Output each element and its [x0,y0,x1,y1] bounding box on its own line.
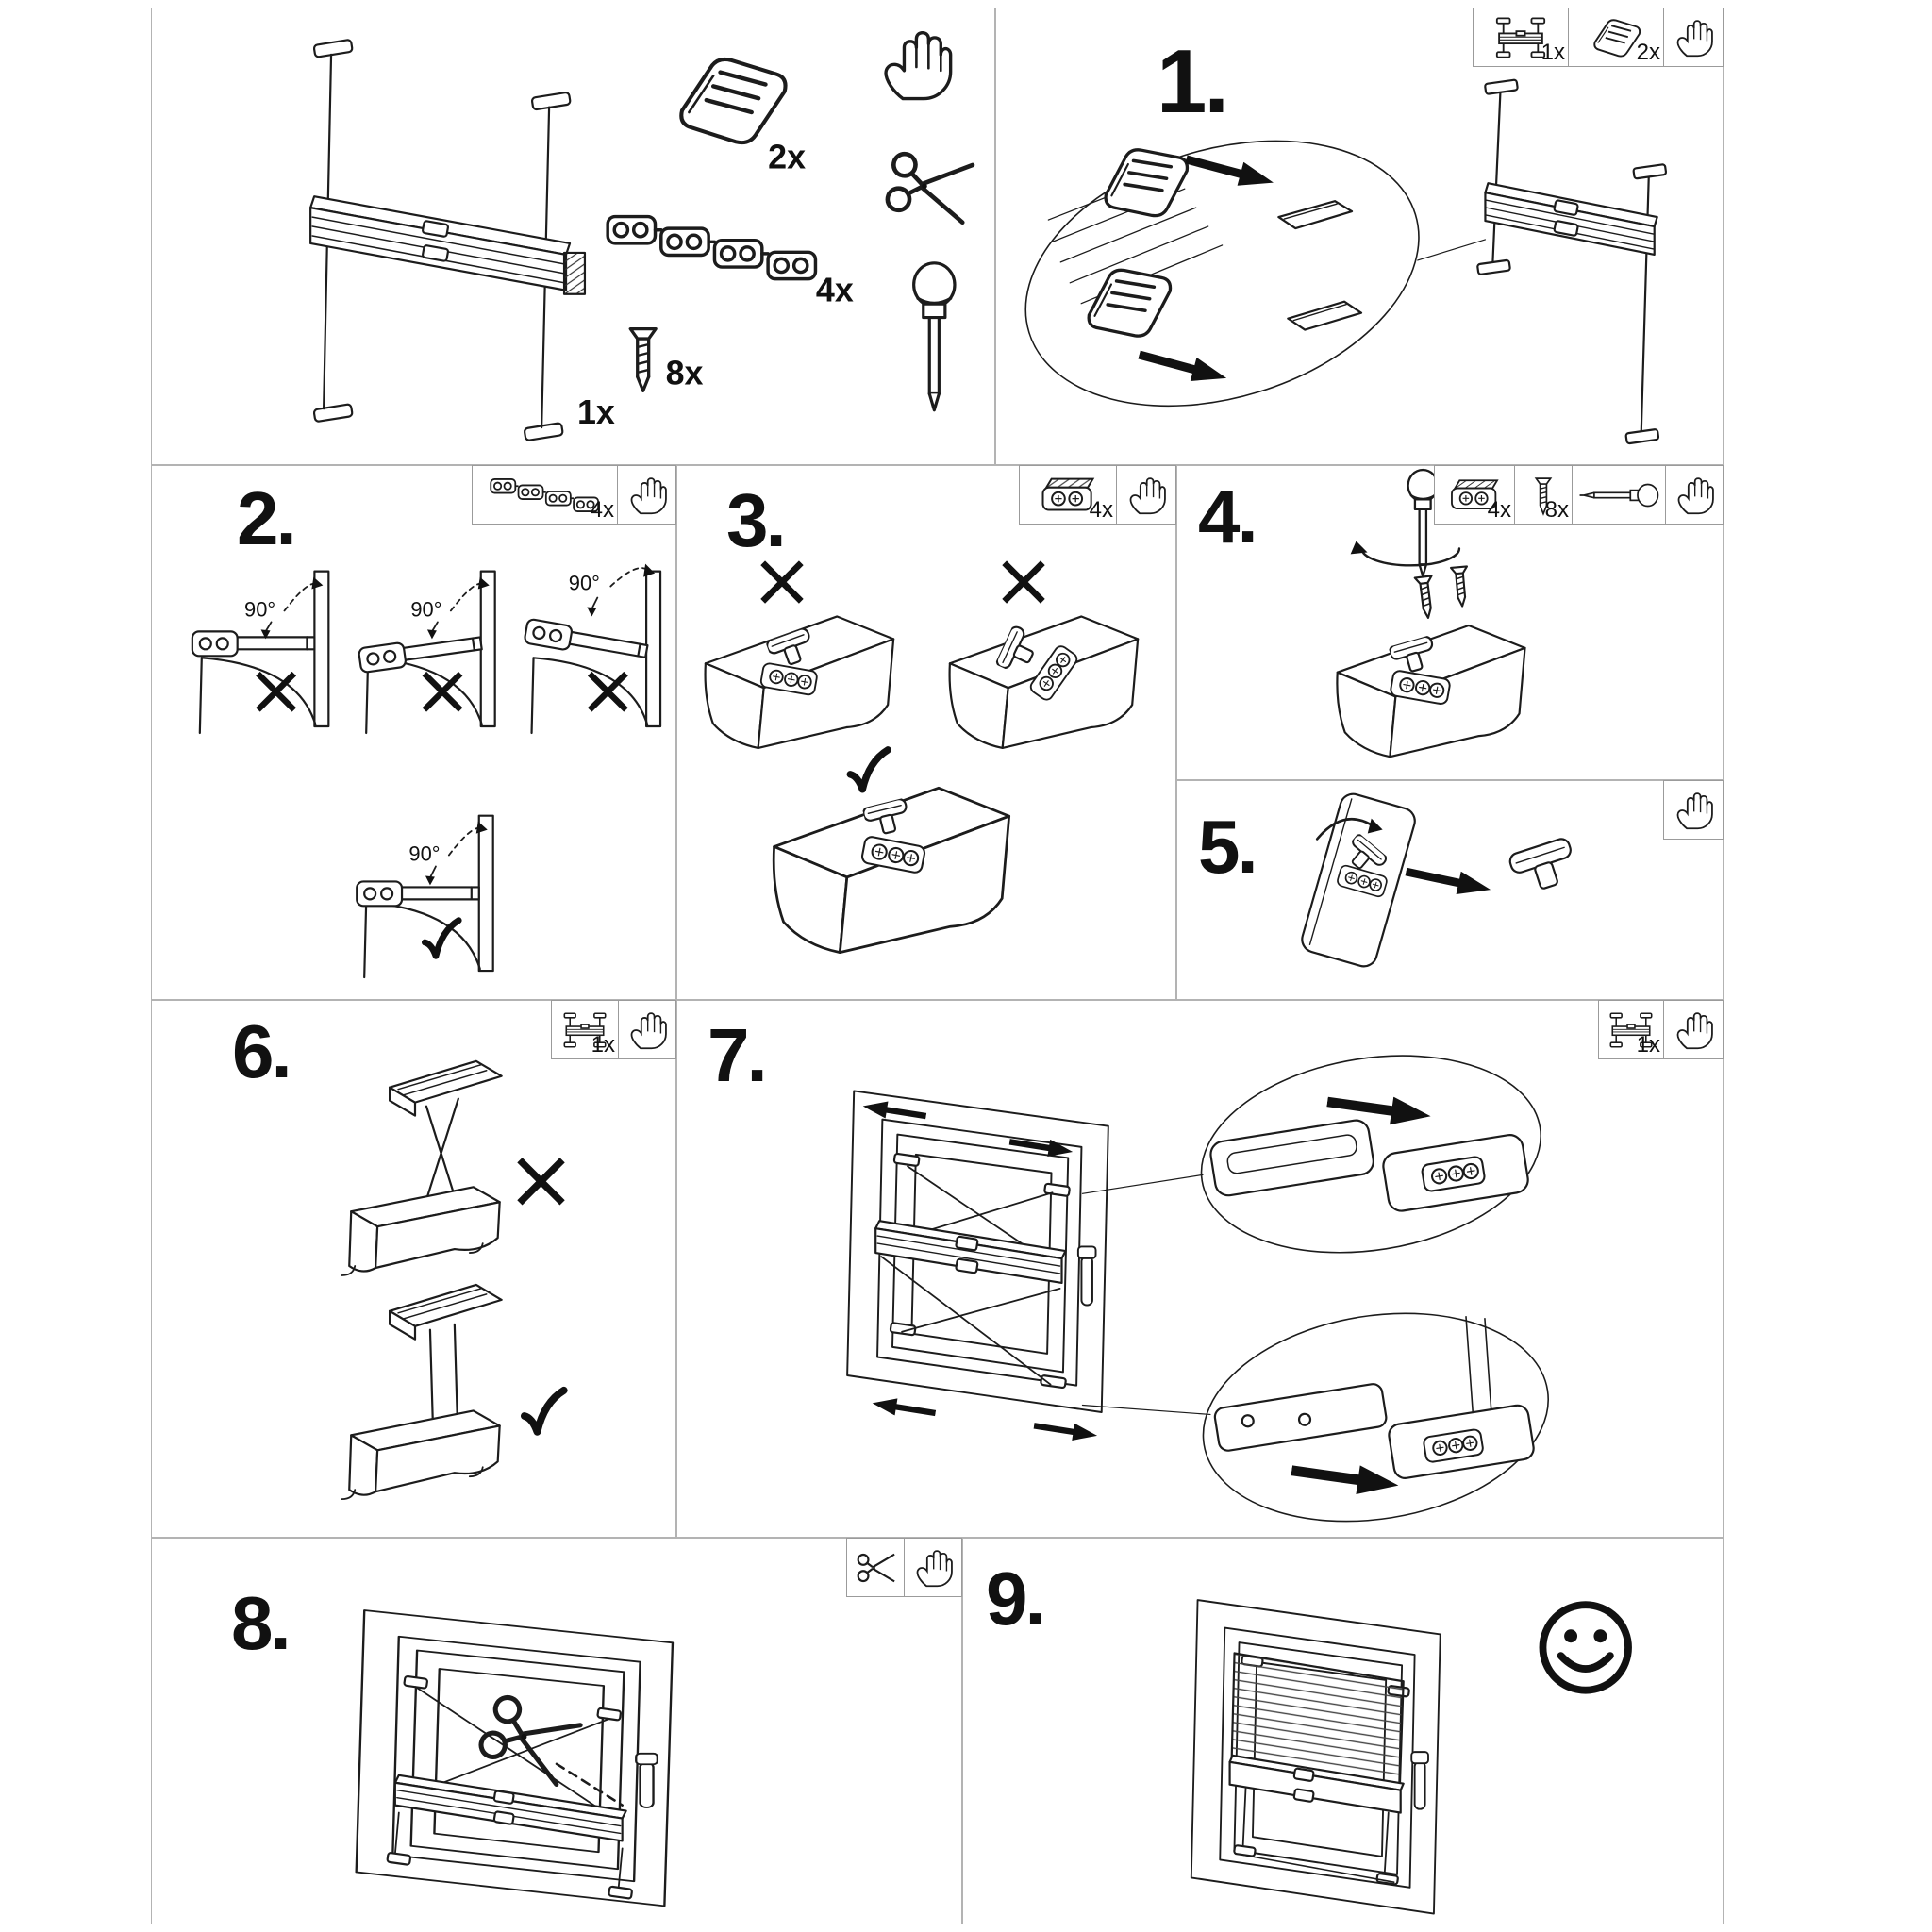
blind-assembly [1477,79,1666,443]
parts-cell-hand [1116,465,1176,525]
blind-assembly [310,40,585,441]
step-5-panel [1176,780,1724,1000]
screw-icon [1451,566,1471,607]
step-6-number: 6. [232,1009,290,1093]
angle-diagram-wrong-2 [358,572,495,733]
step-7-parts-box [1599,1000,1724,1059]
qty-label: 1x [576,393,615,432]
qty-label: 1x [1636,1032,1660,1058]
rail-detail [1278,201,1361,329]
bracket-diagram-correct [774,750,1008,953]
parts-cell-hand [904,1538,962,1597]
screw-icon [630,329,656,391]
bracket-diagram-wrong-2 [950,565,1139,748]
step-9-panel [962,1538,1724,1924]
parts-cell-hand [1665,465,1724,525]
parts-cell-hand [1663,1000,1724,1059]
qty-label: 2x [1636,40,1660,65]
qty-label: 1x [591,1032,615,1058]
cover-piece [1507,837,1579,896]
angle-label: 90° [568,571,600,595]
parts-cell-bracket-strip [472,465,618,525]
step-2-number: 2. [237,476,294,560]
step-7-panel [676,1000,1724,1538]
step-3-parts-box [1020,465,1176,525]
check-icon [425,921,458,957]
angle-diagram-correct [357,816,492,977]
arrow-icon [1136,343,1229,391]
qty-label: 8x [665,354,704,392]
parts-cell-bracket [1434,465,1515,525]
angle-diagram-wrong-1 [192,572,328,733]
parts-cell-hand [618,1000,676,1059]
qty-label: 2x [768,138,807,176]
parts-cell-clamp [1568,8,1664,67]
bracket-diagram-wrong-1 [706,565,894,748]
parts-cell-hand [1663,780,1724,840]
step-2-parts-box [473,465,676,525]
step-7-number: 7. [708,1013,765,1097]
step-8-panel [151,1538,962,1924]
step-1-parts-box [1474,8,1724,67]
check-icon [525,1391,564,1432]
step-7-illustration [677,1001,1723,1537]
step-5-number: 5. [1198,805,1256,889]
smiley-icon [1542,1605,1628,1690]
step-1-number: 1. [1157,31,1227,132]
arrow-icon [1404,860,1493,901]
parts-overview-panel [151,8,995,465]
angle-label: 90° [408,841,441,866]
arrow-icon [871,1394,937,1422]
bracket-strip-icon [608,217,815,279]
step-6-panel [151,1000,676,1538]
parts-cell-blind [1473,8,1569,67]
qty-label: 4x [1089,497,1113,523]
step-8-number: 8. [231,1581,289,1665]
rotation-arrow-icon [1362,548,1459,565]
arrow-icon [1290,1456,1400,1499]
clamp-icon [1084,265,1174,341]
cord-diagram-correct [341,1285,563,1499]
step-1-panel [995,8,1724,465]
step-6-illustration [152,1001,675,1537]
step-5-parts-box [1664,780,1724,840]
parts-cell-hand [617,465,676,525]
hand-icon [886,33,951,99]
step-6-parts-box [552,1000,676,1059]
parts-cell-screwdriver [1572,465,1666,525]
angle-label: 90° [410,597,442,622]
x-mark-icon [765,565,799,599]
qty-label: 8x [1544,497,1569,523]
screwdriver-icon [914,263,955,410]
parts-cell-blind [1598,1000,1664,1059]
parts-overview-illustration [152,8,994,464]
check-icon [850,750,888,790]
step-1-illustration [996,8,1723,464]
step-2-illustration [152,466,675,999]
qty-label: 4x [590,497,614,523]
clamp-icon [1101,144,1191,220]
qty-label: 4x [1487,497,1511,523]
parts-cell-bracket [1019,465,1117,525]
angle-label: 90° [244,597,276,622]
clamp-icon [681,59,785,142]
step-8-parts-box [847,1538,962,1597]
angle-diagram-wrong-3 [524,564,660,733]
step-9-illustration [963,1539,1723,1924]
parts-cell-screw [1514,465,1573,525]
cord-diagram-wrong [341,1061,559,1275]
x-mark-icon [591,675,624,708]
scissors-icon [886,152,973,223]
step-3-number: 3. [726,478,784,562]
screw-icon [1415,575,1437,619]
step-2-panel [151,465,676,1000]
x-mark-icon [1007,565,1041,599]
qty-label: 1x [1541,40,1565,65]
qty-label: 4x [815,271,854,309]
arrow-icon [1183,147,1276,194]
detail-top-rail [1187,1033,1555,1276]
step-5-illustration [1177,781,1723,999]
x-mark-icon [523,1162,560,1200]
parts-cell-hand [1663,8,1724,67]
step-4-parts-box [1435,465,1724,525]
step-4-number: 4. [1198,475,1256,558]
parts-cell-blind [551,1000,619,1059]
parts-cell-scissors [846,1538,905,1597]
detail-bottom-rail [1188,1290,1563,1537]
step-9-number: 9. [986,1557,1043,1641]
x-mark-icon [260,675,292,708]
arrow-icon [1033,1417,1099,1444]
step-3-panel [676,465,1176,1000]
x-mark-icon [426,675,458,708]
step-4-panel [1176,465,1724,780]
